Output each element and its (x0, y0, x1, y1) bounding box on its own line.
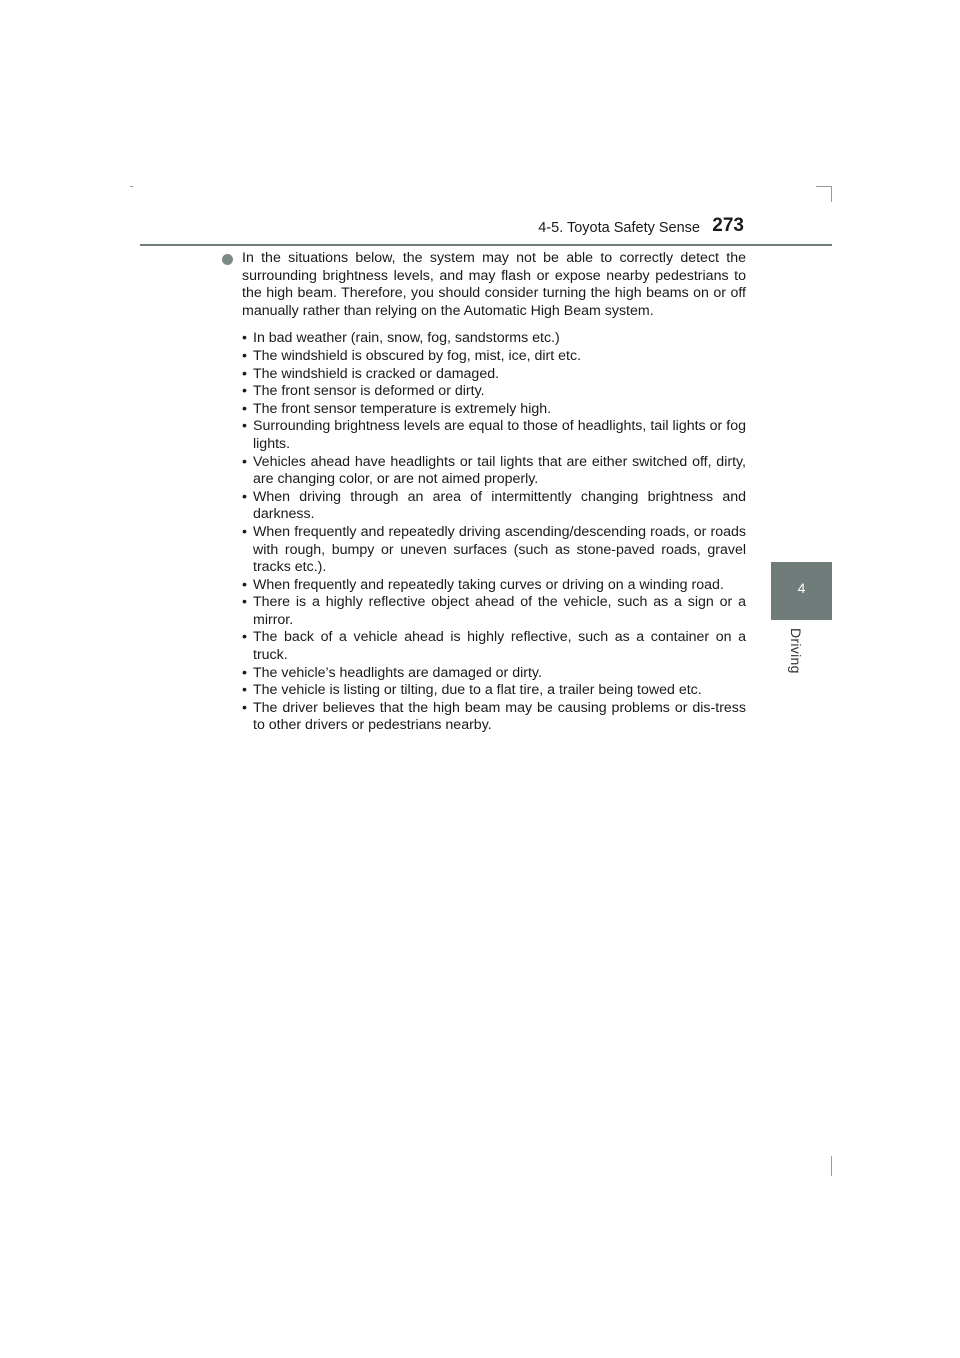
list-item: • When frequently and repeatedly driving ascending/descending roads, or roads with rough, bumpy or uneven surfaces (such as stone-paved roads, gravel tracks etc.). (242, 524, 746, 577)
list-item: • There is a highly reflective object ahead of the vehicle, such as a sign or a mirror. (242, 594, 746, 629)
list-item: • The vehicle’s headlights are damaged or dirty. (242, 665, 746, 683)
chapter-label (782, 628, 810, 688)
list-item: • The windshield is cracked or damaged. (242, 366, 746, 384)
header-rule (140, 244, 832, 246)
list-item: • The windshield is obscured by fog, mist, ice, dirt etc. (242, 348, 746, 366)
page-number: 273 (712, 215, 744, 236)
section-title: 4-5. Toyota Safety Sense (538, 220, 700, 236)
situation-list (222, 330, 746, 735)
crop-mark-top-right-vertical (831, 186, 832, 202)
crop-mark-top-left (130, 186, 133, 187)
main-content (222, 250, 746, 735)
list-item: • When frequently and repeatedly taking curves or driving on a winding road. (242, 577, 746, 595)
crop-mark-top-right-horizontal (816, 186, 832, 187)
list-item: • The back of a vehicle ahead is highly reflective, such as a container on a truck. (242, 629, 746, 664)
chapter-tab (771, 562, 832, 620)
list-item: • In bad weather (rain, snow, fog, sandstorms etc.) (242, 330, 746, 348)
circle-bullet-icon (222, 254, 233, 265)
list-item: • The driver believes that the high beam may be causing problems or dis-tress to other drivers or pedestrians nearby. (242, 700, 746, 735)
chapter-number: 4 (797, 580, 806, 596)
list-item: • When driving through an area of intermittently changing brightness and darkness. (242, 489, 746, 524)
list-item: • Vehicles ahead have headlights or tail lights that are either switched off, dirty, are changing color, or are not aimed properly. (242, 454, 746, 489)
list-item: • The front sensor is deformed or dirty. (242, 383, 746, 401)
chapter-label-text: Driving (788, 628, 804, 674)
page-header (140, 212, 832, 246)
list-item: • Surrounding brightness levels are equal to those of headlights, tail lights or fog lights. (242, 418, 746, 453)
lead-text: In the situations below, the system may not be able to correctly detect the surrounding brightness levels, and may flash or expose nearby pedestrians to the high beam. Therefore, you should consider turning the high beams on or off manually rather than relying on the Automatic High Beam system. (242, 250, 746, 319)
lead-paragraph (222, 250, 746, 320)
list-item: • The vehicle is listing or tilting, due to a flat tire, a trailer being towed etc. (242, 682, 746, 700)
list-item: • The front sensor temperature is extremely high. (242, 401, 746, 419)
crop-mark-bottom-right (831, 1156, 832, 1176)
